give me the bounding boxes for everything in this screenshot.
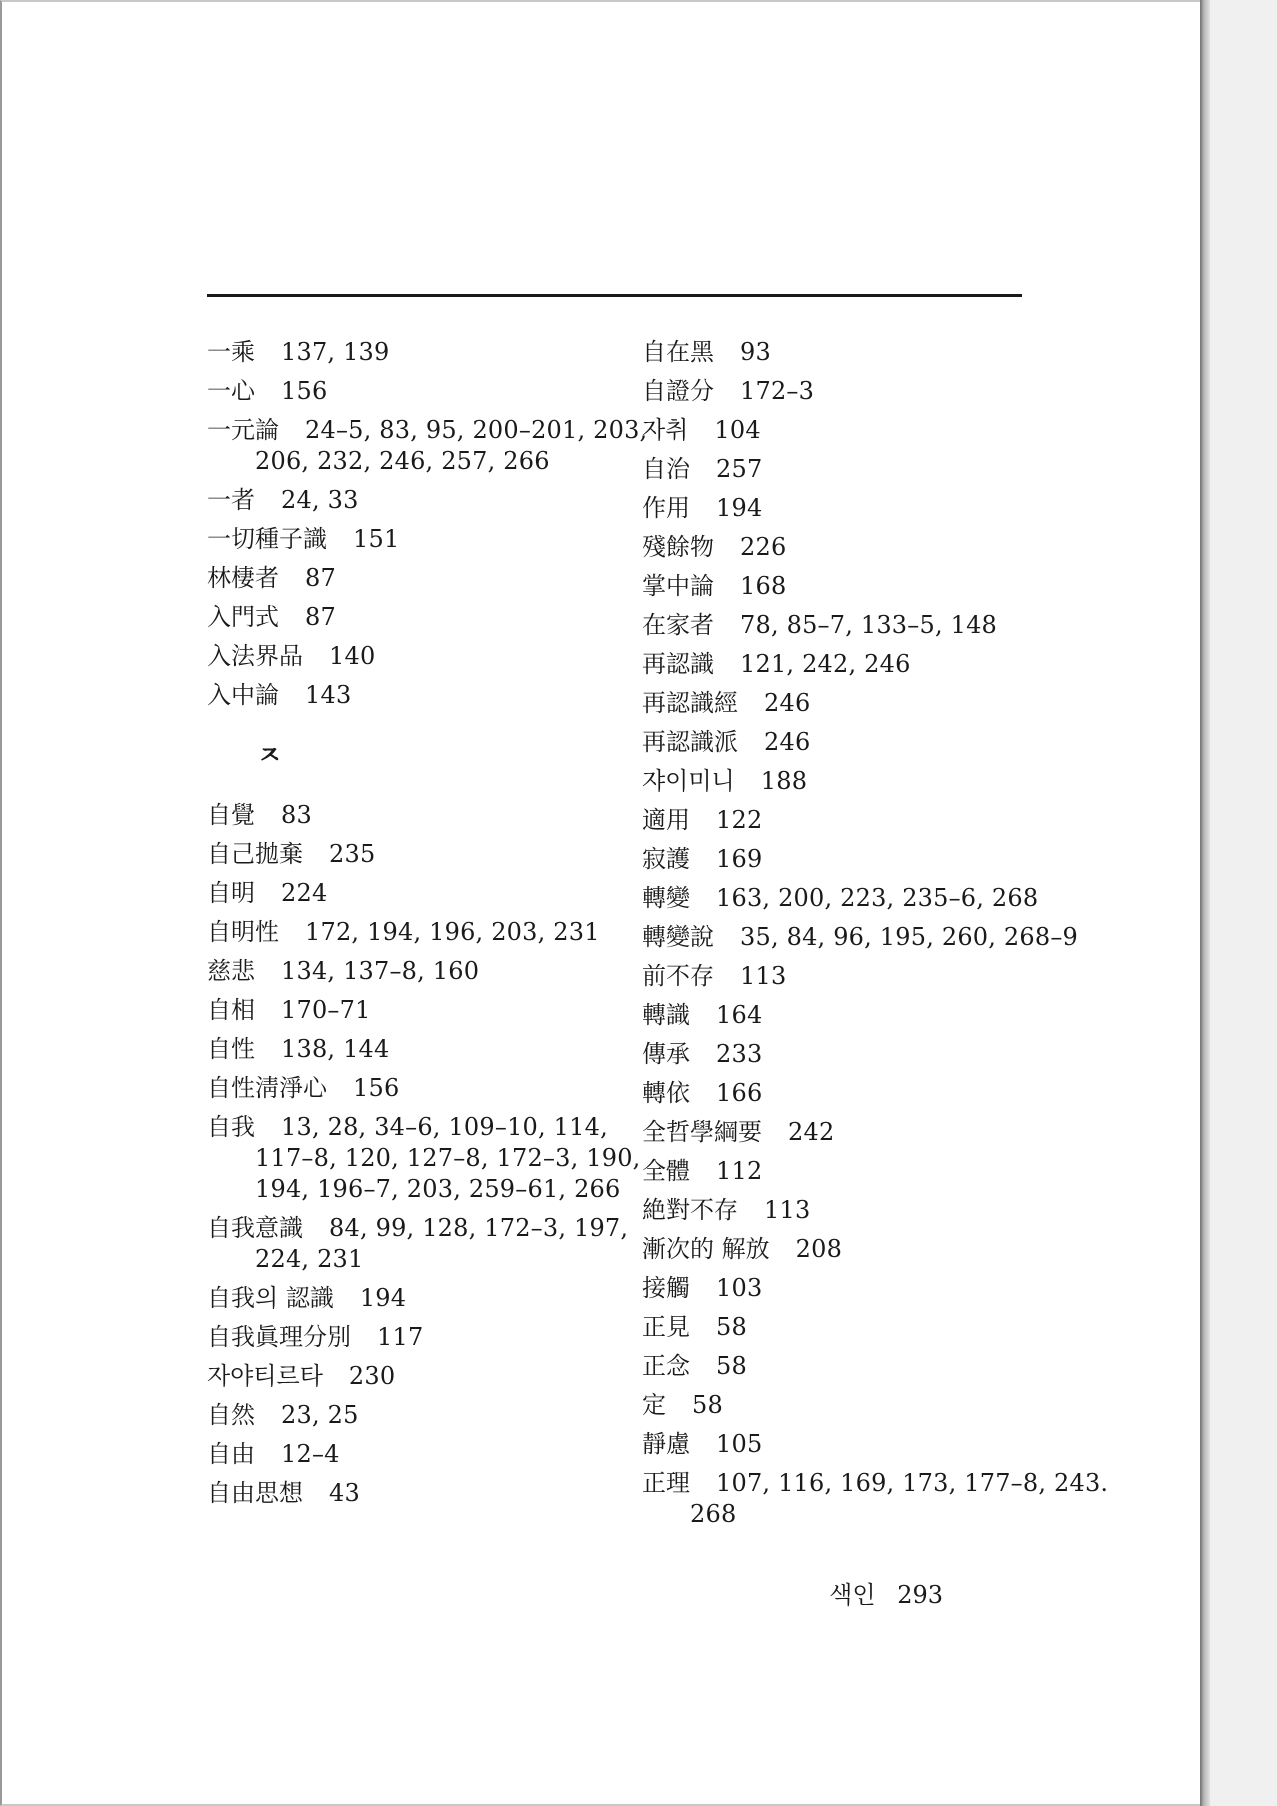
index-term: 自性	[207, 1035, 255, 1063]
index-term: 再認識	[642, 650, 714, 678]
page-references: 104	[714, 416, 761, 444]
index-entry	[642, 1000, 1062, 1031]
entry-line	[642, 610, 1062, 641]
page-references: 140	[329, 642, 376, 670]
page-references: 113	[740, 962, 787, 990]
index-entry	[207, 1322, 627, 1353]
entry-line	[642, 805, 1062, 836]
page-references: 188	[760, 767, 808, 795]
header-rule	[207, 294, 1022, 297]
index-entry	[207, 878, 627, 909]
entry-line	[207, 524, 627, 555]
index-term: 掌中論	[642, 572, 714, 600]
entry-line	[207, 1112, 627, 1143]
entry-line	[207, 602, 627, 633]
page-references: 224	[281, 879, 328, 907]
index-entry	[207, 800, 627, 831]
index-term: 正理	[642, 1469, 690, 1497]
entry-line	[207, 1400, 627, 1431]
index-entry	[207, 1283, 627, 1314]
entry-line	[642, 727, 1062, 758]
entry-continuation-line	[642, 1499, 1062, 1530]
index-term: 一者	[207, 486, 255, 514]
page-references: 105	[716, 1430, 763, 1458]
index-entry	[207, 680, 627, 711]
index-group-left-top	[207, 337, 648, 711]
page-references: 156	[353, 1074, 400, 1102]
index-term: 轉依	[642, 1079, 690, 1107]
index-entry	[642, 415, 1062, 446]
entry-line	[642, 1156, 1062, 1187]
entry-line	[207, 485, 627, 516]
index-entry	[642, 1117, 1062, 1148]
page-references: 12–4	[281, 1440, 340, 1468]
index-entry	[642, 844, 1062, 875]
index-term: 林棲者	[207, 564, 279, 592]
entry-line	[642, 1390, 1062, 1421]
index-term: 自性淸淨心	[207, 1074, 327, 1102]
page-folio	[829, 1575, 943, 1610]
index-term: 一乘	[207, 338, 255, 366]
entry-line	[207, 376, 627, 407]
entry-line	[642, 376, 1062, 407]
index-entry	[642, 922, 1079, 953]
index-term: 在家者	[642, 611, 714, 639]
page-references: 58	[716, 1313, 747, 1341]
page-references: 164	[716, 1001, 763, 1029]
page-references: 163, 200, 223, 235–6, 268	[716, 884, 1039, 912]
index-term: 絶對不存	[642, 1196, 738, 1224]
index-term: 자야티르타	[207, 1362, 323, 1390]
index-term: 接觸	[642, 1274, 690, 1302]
entry-continuation-line	[207, 446, 627, 477]
index-term: 自明性	[207, 918, 279, 946]
index-term: 自在黑	[642, 338, 714, 366]
index-entry	[642, 1468, 1109, 1530]
index-entry	[642, 1078, 1062, 1109]
page-references: 233	[716, 1040, 763, 1068]
entry-line	[207, 1073, 627, 1104]
index-entry	[207, 1034, 627, 1065]
page-references: 166	[716, 1079, 763, 1107]
index-entry	[642, 337, 1062, 368]
entry-line	[642, 883, 1062, 914]
section-heading: ㅈ	[257, 741, 283, 771]
index-term: 自明	[207, 879, 255, 907]
entry-line	[207, 641, 627, 672]
index-term: 再認識經	[642, 689, 738, 717]
index-term: 正念	[642, 1352, 690, 1380]
entry-line	[207, 1361, 627, 1392]
index-entry	[207, 641, 627, 672]
index-entry	[642, 1234, 1062, 1265]
entry-line	[642, 1273, 1062, 1304]
entry-line	[642, 688, 1062, 719]
index-term: 自由	[207, 1440, 255, 1468]
index-entry	[642, 532, 1062, 563]
index-entry	[642, 1312, 1062, 1343]
page-references: 194	[359, 1284, 407, 1312]
index-entry	[207, 917, 627, 948]
index-entry	[207, 524, 627, 555]
index-term: 前不存	[642, 962, 714, 990]
page-references: 257	[716, 455, 763, 483]
index-entry	[642, 376, 1062, 407]
page-references: 117–8, 120, 127–8, 172–3, 190,	[255, 1144, 641, 1172]
index-entry	[642, 1039, 1062, 1070]
entry-continuation-line	[207, 1244, 627, 1275]
entry-line	[207, 995, 627, 1026]
index-term: 自由思想	[207, 1479, 303, 1507]
index-term: 轉識	[642, 1001, 690, 1029]
entry-line	[207, 680, 627, 711]
index-entry	[642, 1273, 1062, 1304]
index-entry	[642, 1156, 1062, 1187]
index-term: 殘餘物	[642, 533, 714, 561]
index-term: 靜慮	[642, 1430, 690, 1458]
index-entry	[642, 454, 1062, 485]
index-entry	[207, 563, 627, 594]
entry-line	[642, 571, 1062, 602]
index-term: 漸次的 解放	[642, 1235, 770, 1263]
index-entry	[207, 485, 627, 516]
index-entry	[207, 995, 627, 1026]
entry-line	[207, 839, 627, 870]
index-entry	[642, 1195, 1062, 1226]
entry-line	[207, 337, 627, 368]
entry-line	[642, 922, 1079, 953]
entry-line	[642, 493, 1062, 524]
entry-line	[642, 649, 1062, 680]
entry-line	[642, 454, 1062, 485]
index-entry	[642, 961, 1062, 992]
page-references: 87	[305, 564, 336, 592]
index-term: 自覺	[207, 801, 255, 829]
index-entry	[207, 1400, 627, 1431]
page-references: 224, 231	[255, 1245, 364, 1273]
index-term: 全哲學綱要	[642, 1118, 762, 1146]
index-entry	[642, 610, 1062, 641]
index-term: 一元論	[207, 416, 279, 444]
entry-line	[207, 1478, 627, 1509]
index-group-left-bottom	[207, 800, 641, 1509]
page-references: 230	[348, 1362, 396, 1390]
index-term: 自證分	[642, 377, 714, 405]
index-term: 自相	[207, 996, 255, 1024]
entry-line	[642, 1195, 1062, 1226]
entry-line	[642, 1078, 1062, 1109]
index-term: 自治	[642, 455, 690, 483]
entry-line	[642, 1351, 1062, 1382]
page-references: 170–71	[281, 996, 371, 1024]
page-references: 226	[740, 533, 787, 561]
index-term: 作用	[642, 494, 690, 522]
entry-line	[642, 1468, 1109, 1499]
page-references: 78, 85–7, 133–5, 148	[740, 611, 998, 639]
index-entry	[207, 839, 627, 870]
index-entry	[642, 493, 1062, 524]
index-term: 自然	[207, 1401, 255, 1429]
entry-line	[642, 1234, 1062, 1265]
entry-line	[642, 1000, 1062, 1031]
page-references: 122	[716, 806, 763, 834]
index-entry	[642, 688, 1062, 719]
entry-line	[207, 1034, 627, 1065]
index-term: 全體	[642, 1157, 690, 1185]
entry-line	[207, 563, 627, 594]
index-term: 慈悲	[207, 957, 255, 985]
index-term: 쟈이미니	[642, 767, 735, 795]
entry-line	[642, 766, 1062, 797]
index-entry	[642, 766, 1062, 797]
page-references: 172, 194, 196, 203, 231	[305, 918, 600, 946]
index-entry	[642, 883, 1062, 914]
index-term: 自我眞理分別	[207, 1323, 351, 1351]
index-term: 自我意識	[207, 1214, 303, 1242]
index-group-right	[642, 337, 1109, 1530]
entry-line	[207, 878, 627, 909]
page-references: 87	[305, 603, 336, 631]
page-references: 246	[764, 689, 811, 717]
index-term: 一心	[207, 377, 255, 405]
index-entry	[207, 415, 648, 477]
page-references: 137, 139	[281, 338, 390, 366]
page-references: 84, 99, 128, 172–3, 197,	[329, 1214, 629, 1242]
index-term: 入門式	[207, 603, 279, 631]
page-edge-shadow	[1200, 0, 1210, 1806]
index-term: 자취	[642, 416, 689, 444]
index-entry	[207, 1073, 627, 1104]
page-references: 172–3	[740, 377, 815, 405]
page-references: 117	[377, 1323, 424, 1351]
entry-line	[207, 1322, 627, 1353]
page-references: 113	[764, 1196, 811, 1224]
page-references: 235	[329, 840, 376, 868]
index-term: 傳承	[642, 1040, 690, 1068]
page-references: 156	[281, 377, 328, 405]
page-references: 58	[692, 1391, 723, 1419]
entry-line	[642, 1429, 1062, 1460]
page-references: 151	[353, 525, 400, 553]
index-entry	[207, 1361, 627, 1392]
page-references: 138, 144	[281, 1035, 390, 1063]
page-references: 23, 25	[281, 1401, 359, 1429]
index-entry	[207, 1112, 641, 1205]
index-term: 一切種子識	[207, 525, 327, 553]
index-entry	[642, 649, 1062, 680]
entry-line	[642, 337, 1062, 368]
page-references: 143	[305, 681, 352, 709]
index-entry	[207, 1439, 627, 1470]
index-entry	[642, 1429, 1062, 1460]
index-term: 轉變	[642, 884, 690, 912]
entry-line	[642, 532, 1062, 563]
index-column-right	[642, 337, 1109, 1538]
index-term: 正見	[642, 1313, 690, 1341]
page-references: 121, 242, 246	[740, 650, 911, 678]
page-references: 246	[764, 728, 811, 756]
entry-line	[642, 1312, 1062, 1343]
page-references: 93	[740, 338, 771, 366]
entry-line	[642, 1039, 1062, 1070]
index-entry	[207, 602, 627, 633]
index-entry	[642, 805, 1062, 836]
page-references: 112	[716, 1157, 763, 1185]
index-entry	[207, 956, 627, 987]
entry-line	[207, 956, 627, 987]
index-term: 入中論	[207, 681, 279, 709]
entry-continuation-line	[207, 1174, 627, 1205]
page-references: 13, 28, 34–6, 109–10, 114,	[281, 1113, 608, 1141]
index-term: 定	[642, 1391, 666, 1419]
index-term: 寂護	[642, 845, 690, 873]
index-term: 轉變說	[642, 923, 714, 951]
index-entry	[207, 1478, 627, 1509]
index-entry	[207, 337, 627, 368]
page-number: 293	[897, 1581, 943, 1609]
entry-line	[642, 1117, 1062, 1148]
page-references: 103	[716, 1274, 763, 1302]
page-references: 134, 137–8, 160	[281, 957, 480, 985]
index-entry	[207, 376, 627, 407]
index-term: 入法界品	[207, 642, 303, 670]
index-term: 自我의 認識	[207, 1284, 334, 1312]
index-entry	[642, 571, 1062, 602]
page-references: 24–5, 83, 95, 200–201, 203,	[305, 416, 648, 444]
entry-line	[207, 1283, 627, 1314]
entry-line	[207, 1439, 627, 1470]
page-references: 107, 116, 169, 173, 177–8, 243.	[716, 1469, 1109, 1497]
page-references: 206, 232, 246, 257, 266	[255, 447, 550, 475]
page-references: 208	[795, 1235, 843, 1263]
entry-line	[642, 844, 1062, 875]
index-term: 再認識派	[642, 728, 738, 756]
page-references: 194	[716, 494, 763, 522]
entry-continuation-line	[207, 1143, 641, 1174]
index-entry	[642, 1351, 1062, 1382]
index-entry	[207, 1213, 627, 1275]
entry-line	[207, 1213, 627, 1244]
index-term: 自己拋棄	[207, 840, 303, 868]
index-column-left	[207, 337, 648, 1517]
index-entry	[642, 727, 1062, 758]
page-references: 168	[740, 572, 787, 600]
page-references: 43	[329, 1479, 360, 1507]
page-references: 58	[716, 1352, 747, 1380]
entry-line	[207, 800, 627, 831]
entry-line	[207, 415, 648, 446]
page-references: 268	[690, 1500, 737, 1528]
page-references: 242	[788, 1118, 835, 1146]
entry-line	[642, 415, 1062, 446]
page-references: 24, 33	[281, 486, 359, 514]
index-term: 適用	[642, 806, 690, 834]
index-term: 自我	[207, 1113, 255, 1141]
page-references: 35, 84, 96, 195, 260, 268–9	[740, 923, 1079, 951]
index-entry	[642, 1390, 1062, 1421]
folio-label: 색인	[829, 1581, 876, 1609]
page-references: 169	[716, 845, 763, 873]
entry-line	[207, 917, 627, 948]
page-references: 194, 196–7, 203, 259–61, 266	[255, 1175, 621, 1203]
page-references: 83	[281, 801, 312, 829]
entry-line	[642, 961, 1062, 992]
